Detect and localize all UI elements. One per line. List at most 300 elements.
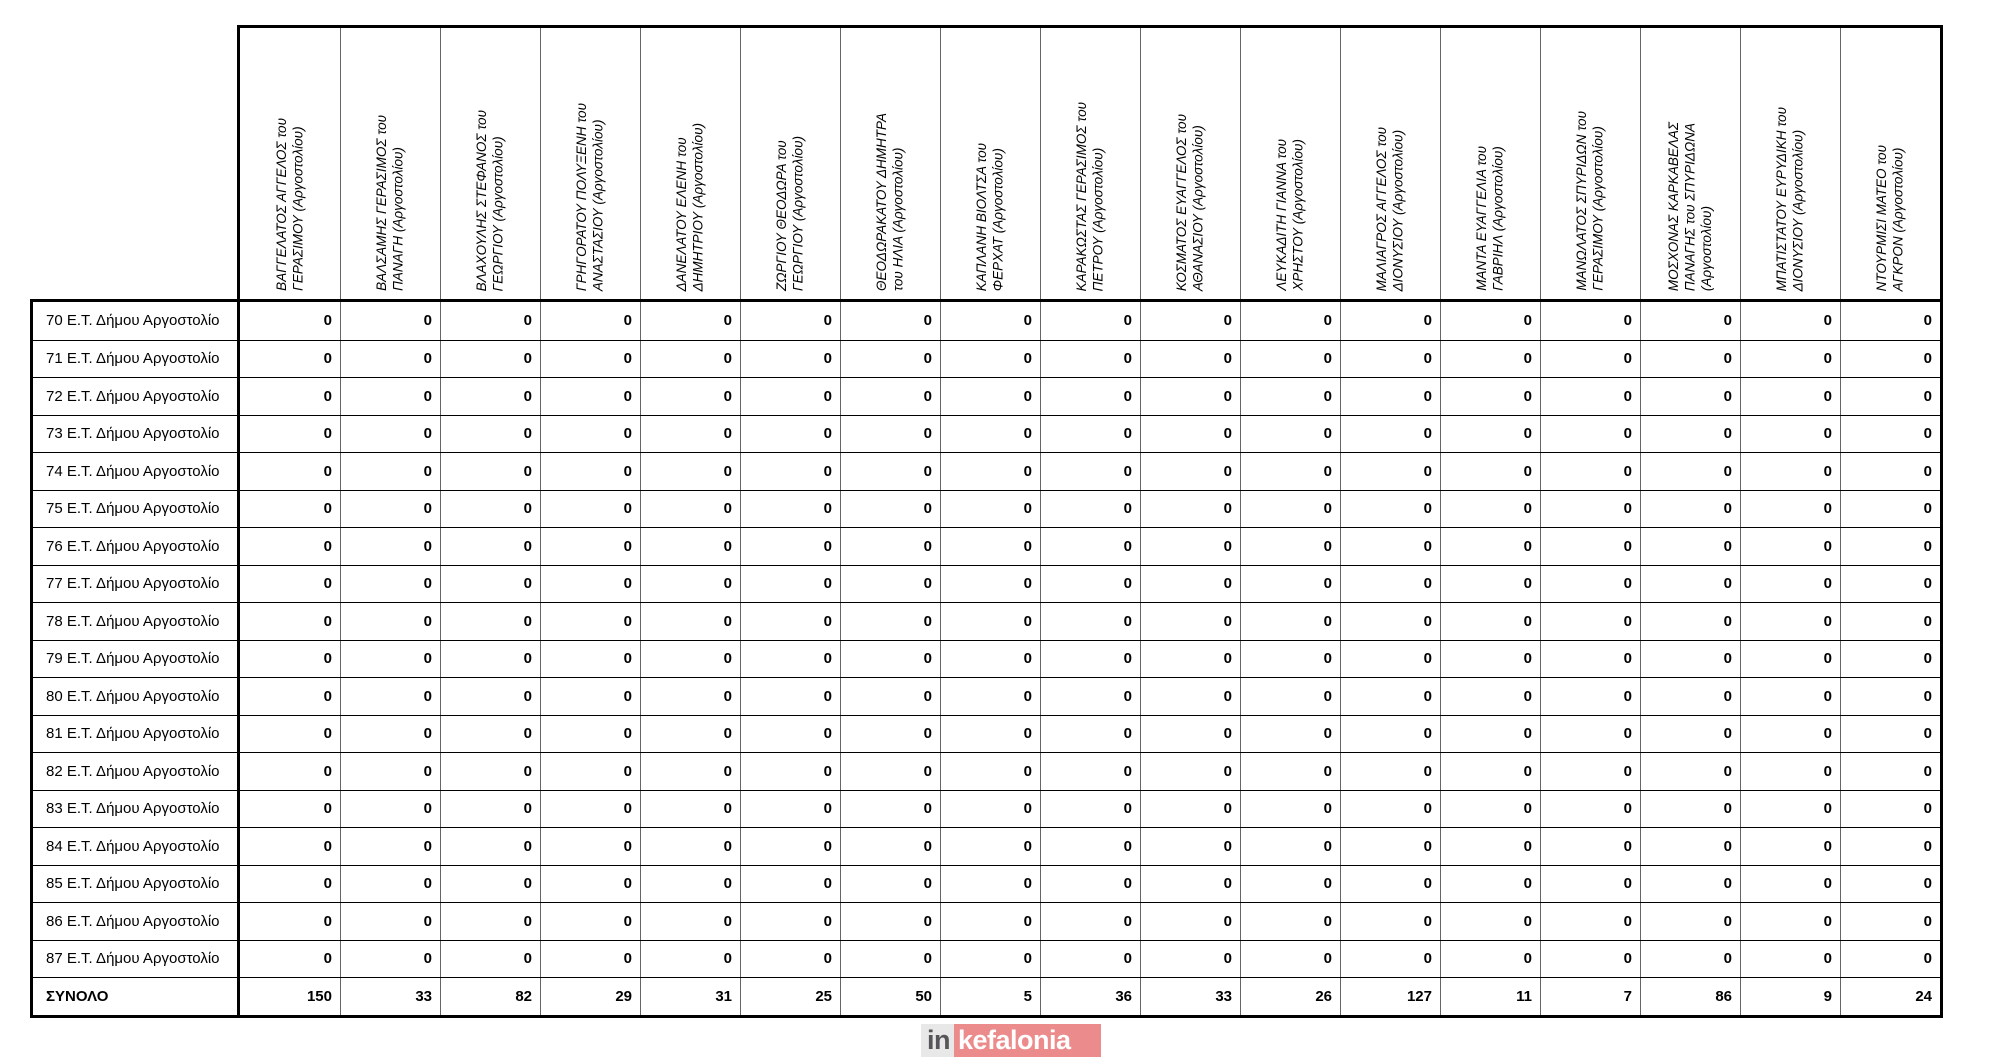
vote-cell: 0 bbox=[1340, 453, 1440, 490]
polling-station-label: 81 Ε.Τ. Δήμου Αργοστολίο bbox=[33, 716, 240, 753]
vote-cell: 0 bbox=[640, 341, 740, 378]
vote-cell: 0 bbox=[323, 575, 332, 593]
vote-cell: 0 bbox=[1540, 941, 1640, 978]
total-vote-cell: 7 bbox=[1540, 978, 1640, 1015]
candidate-name: ΚΑΠΛΑΝΗ ΒΙΟΛΤΣΑ του ΦΕΡΧΑΤ (Αργοστολίου) bbox=[974, 142, 1006, 291]
candidate-column-header bbox=[840, 28, 940, 299]
vote-cell: 0 bbox=[1040, 941, 1140, 978]
total-row-label: ΣΥΝΟΛΟ bbox=[33, 978, 240, 1015]
total-vote-cell: 25 bbox=[740, 978, 840, 1015]
vote-cell: 0 bbox=[940, 678, 1040, 715]
vote-cell: 0 bbox=[1240, 791, 1340, 828]
vote-cell: 0 bbox=[1240, 941, 1340, 978]
vote-cell: 0 bbox=[1540, 641, 1640, 678]
vote-cell: 0 bbox=[1140, 378, 1240, 415]
vote-cell: 0 bbox=[340, 753, 440, 790]
vote-cell: 0 bbox=[440, 566, 540, 603]
vote-cell: 0 bbox=[640, 528, 740, 565]
vote-cell: 0 bbox=[323, 912, 332, 930]
vote-cell: 0 bbox=[1140, 791, 1240, 828]
table-row bbox=[33, 752, 1940, 790]
vote-cell: 0 bbox=[640, 302, 740, 340]
vote-cell: 0 bbox=[740, 416, 840, 453]
vote-cell: 0 bbox=[1440, 941, 1540, 978]
vote-cell: 0 bbox=[1740, 903, 1840, 940]
vote-cell: 0 bbox=[940, 828, 1040, 865]
vote-cell: 0 bbox=[1840, 528, 1940, 565]
vote-cell: 0 bbox=[1540, 716, 1640, 753]
vote-cell: 0 bbox=[1040, 903, 1140, 940]
candidate-name: ΓΡΗΓΟΡΑΤΟΥ ΠΟΛΥΞΕΝΗ του ΑΝΑΣΤΑΣΙΟΥ (Αργοστολίου) bbox=[574, 102, 606, 291]
vote-cell: 0 bbox=[1640, 903, 1740, 940]
vote-cell: 0 bbox=[1240, 528, 1340, 565]
polling-station-label: 86 Ε.Τ. Δήμου Αργοστολίο bbox=[33, 903, 240, 940]
vote-cell: 0 bbox=[540, 791, 640, 828]
candidate-column-header bbox=[1340, 28, 1440, 299]
vote-cell: 0 bbox=[1640, 866, 1740, 903]
candidate-name: ΚΟΣΜΑΤΟΣ ΕΥΑΓΓΕΛΟΣ του ΑΘΑΝΑΣΙΟΥ (Αργοστολίου) bbox=[1174, 113, 1206, 291]
vote-cell: 0 bbox=[440, 903, 540, 940]
vote-cell: 0 bbox=[740, 903, 840, 940]
vote-cell: 0 bbox=[1540, 903, 1640, 940]
vote-cell: 0 bbox=[640, 378, 740, 415]
vote-cell: 0 bbox=[1640, 716, 1740, 753]
vote-cell: 0 bbox=[1240, 566, 1340, 603]
inkefalonia-watermark bbox=[921, 1024, 1101, 1057]
vote-cell: 0 bbox=[1340, 641, 1440, 678]
vote-cell: 0 bbox=[840, 641, 940, 678]
vote-cell: 0 bbox=[1840, 341, 1940, 378]
vote-cell: 0 bbox=[1540, 302, 1640, 340]
total-vote-cell: 9 bbox=[1740, 978, 1840, 1015]
vote-cell: 0 bbox=[1240, 753, 1340, 790]
vote-cell: 0 bbox=[1740, 678, 1840, 715]
table-row bbox=[33, 790, 1940, 828]
table-row bbox=[33, 452, 1940, 490]
vote-cell: 0 bbox=[1440, 828, 1540, 865]
vote-cell: 0 bbox=[640, 828, 740, 865]
vote-cell: 0 bbox=[340, 416, 440, 453]
polling-station-label: 79 Ε.Τ. Δήμου Αργοστολίο bbox=[33, 641, 240, 678]
vote-cell: 0 bbox=[1540, 453, 1640, 490]
candidate-name: ΜΠΑΤΙΣΤΑΤΟΥ ΕΥΡΥΔΙΚΗ του ΔΙΟΝΥΣΙΟΥ (Αργοστολίου) bbox=[1774, 106, 1806, 291]
table-row bbox=[33, 940, 1940, 978]
vote-cell: 0 bbox=[1440, 903, 1540, 940]
vote-cell: 0 bbox=[1240, 453, 1340, 490]
vote-cell: 0 bbox=[1740, 753, 1840, 790]
vote-cell: 0 bbox=[323, 612, 332, 630]
vote-cell: 0 bbox=[840, 566, 940, 603]
vote-cell: 0 bbox=[1640, 341, 1740, 378]
total-vote-cell: 31 bbox=[640, 978, 740, 1015]
table-row bbox=[33, 602, 1940, 640]
vote-cell: 0 bbox=[1640, 753, 1740, 790]
vote-cell: 0 bbox=[1340, 528, 1440, 565]
vote-cell: 0 bbox=[740, 941, 840, 978]
vote-cell: 0 bbox=[740, 378, 840, 415]
vote-cell: 0 bbox=[1140, 416, 1240, 453]
candidate-column-header bbox=[1740, 28, 1840, 299]
vote-cell: 0 bbox=[1340, 903, 1440, 940]
total-vote-cell: 5 bbox=[940, 978, 1040, 1015]
vote-cell: 0 bbox=[1040, 678, 1140, 715]
vote-cell: 0 bbox=[1240, 866, 1340, 903]
vote-cell: 0 bbox=[740, 866, 840, 903]
candidate-name: ΒΑΓΓΕΛΑΤΟΣ ΑΓΓΕΛΟΣ του ΓΕΡΑΣΙΜΟΥ (Αργοστολίου) bbox=[273, 118, 305, 291]
vote-cell: 0 bbox=[323, 350, 332, 368]
vote-cell: 0 bbox=[1240, 491, 1340, 528]
vote-cell: 0 bbox=[1440, 753, 1540, 790]
vote-cell: 0 bbox=[640, 753, 740, 790]
vote-cell: 0 bbox=[1440, 678, 1540, 715]
vote-cell: 0 bbox=[340, 453, 440, 490]
vote-cell: 0 bbox=[1640, 302, 1740, 340]
vote-cell: 0 bbox=[440, 641, 540, 678]
vote-cell: 0 bbox=[540, 341, 640, 378]
vote-cell: 0 bbox=[940, 378, 1040, 415]
vote-cell: 0 bbox=[640, 603, 740, 640]
vote-cell: 0 bbox=[1040, 603, 1140, 640]
vote-cell: 0 bbox=[1740, 566, 1840, 603]
vote-cell: 0 bbox=[1040, 302, 1140, 340]
vote-cell: 0 bbox=[1240, 302, 1340, 340]
vote-cell: 0 bbox=[1140, 566, 1240, 603]
vote-cell: 0 bbox=[540, 941, 640, 978]
vote-cell: 0 bbox=[1440, 641, 1540, 678]
candidate-name: ΘΕΟΔΩΡΑΚΑΤΟΥ ΔΗΜΗΤΡΑ του ΗΛΙΑ (Αργοστολίου) bbox=[874, 113, 906, 291]
polling-station-label: 73 Ε.Τ. Δήμου Αργοστολίο bbox=[33, 416, 240, 453]
vote-cell: 0 bbox=[1040, 866, 1140, 903]
vote-cell: 0 bbox=[1740, 716, 1840, 753]
vote-cell: 0 bbox=[1340, 416, 1440, 453]
vote-cell: 0 bbox=[440, 453, 540, 490]
vote-cell: 0 bbox=[1340, 302, 1440, 340]
vote-cell: 0 bbox=[1840, 491, 1940, 528]
vote-cell: 0 bbox=[1240, 378, 1340, 415]
vote-cell: 0 bbox=[840, 753, 940, 790]
vote-cell: 0 bbox=[940, 453, 1040, 490]
vote-cell: 0 bbox=[540, 416, 640, 453]
vote-cell: 0 bbox=[340, 941, 440, 978]
vote-cell: 0 bbox=[940, 903, 1040, 940]
candidate-column-header bbox=[940, 28, 1040, 299]
vote-cell: 0 bbox=[840, 828, 940, 865]
vote-cell: 0 bbox=[840, 678, 940, 715]
vote-cell: 0 bbox=[940, 566, 1040, 603]
vote-cell: 0 bbox=[1140, 491, 1240, 528]
vote-cell: 0 bbox=[440, 716, 540, 753]
polling-station-label: 70 Ε.Τ. Δήμου Αργοστολίο bbox=[33, 302, 240, 340]
vote-cell: 0 bbox=[323, 312, 332, 330]
vote-cell: 0 bbox=[340, 341, 440, 378]
vote-cell: 0 bbox=[640, 453, 740, 490]
vote-cell: 0 bbox=[1840, 566, 1940, 603]
vote-cell: 0 bbox=[340, 828, 440, 865]
vote-cell: 0 bbox=[1540, 866, 1640, 903]
vote-cell: 0 bbox=[440, 302, 540, 340]
table-row bbox=[33, 677, 1940, 715]
vote-cell: 0 bbox=[540, 453, 640, 490]
vote-cell: 0 bbox=[323, 500, 332, 518]
vote-cell: 0 bbox=[540, 866, 640, 903]
vote-cell: 0 bbox=[440, 828, 540, 865]
candidate-column-header bbox=[1640, 28, 1740, 299]
candidate-name: ΜΑΛΙΑΓΡΟΣ ΑΓΓΕΛΟΣ του ΔΙΟΝΥΣΙΟΥ (Αργοστολίου) bbox=[1374, 126, 1406, 291]
polling-station-label: 72 Ε.Τ. Δήμου Αργοστολίο bbox=[33, 378, 240, 415]
candidate-column-header bbox=[1540, 28, 1640, 299]
vote-cell: 0 bbox=[1040, 641, 1140, 678]
vote-cell: 0 bbox=[540, 716, 640, 753]
vote-cell: 0 bbox=[340, 903, 440, 940]
candidate-column-header bbox=[1840, 28, 1940, 299]
vote-cell: 0 bbox=[640, 566, 740, 603]
total-vote-cell: 150 bbox=[306, 987, 332, 1005]
table-row bbox=[33, 565, 1940, 603]
vote-cell: 0 bbox=[340, 641, 440, 678]
vote-cell: 0 bbox=[1340, 678, 1440, 715]
vote-cell: 0 bbox=[440, 491, 540, 528]
polling-station-label: 80 Ε.Τ. Δήμου Αργοστολίο bbox=[33, 678, 240, 715]
vote-cell: 0 bbox=[440, 941, 540, 978]
vote-cell: 0 bbox=[1640, 828, 1740, 865]
vote-cell: 0 bbox=[1740, 416, 1840, 453]
vote-cell: 0 bbox=[1040, 566, 1140, 603]
vote-cell: 0 bbox=[1540, 791, 1640, 828]
vote-cell: 0 bbox=[840, 941, 940, 978]
vote-cell: 0 bbox=[840, 866, 940, 903]
vote-cell: 0 bbox=[1640, 603, 1740, 640]
vote-cell: 0 bbox=[540, 641, 640, 678]
vote-cell: 0 bbox=[1840, 378, 1940, 415]
polling-station-label: 78 Ε.Τ. Δήμου Αργοστολίο bbox=[33, 603, 240, 640]
vote-cell: 0 bbox=[1040, 378, 1140, 415]
total-vote-cell: 36 bbox=[1040, 978, 1140, 1015]
vote-cell: 0 bbox=[1840, 828, 1940, 865]
table-row bbox=[33, 415, 1940, 453]
vote-cell: 0 bbox=[323, 650, 332, 668]
vote-cell: 0 bbox=[1040, 828, 1140, 865]
table-row bbox=[33, 490, 1940, 528]
vote-cell: 0 bbox=[340, 866, 440, 903]
vote-cell: 0 bbox=[1340, 753, 1440, 790]
watermark-kefalonia-label: kefalonia bbox=[954, 1024, 1101, 1057]
results-grid bbox=[30, 299, 1943, 1018]
vote-cell: 0 bbox=[740, 791, 840, 828]
vote-cell: 0 bbox=[940, 716, 1040, 753]
watermark-in-label: in bbox=[921, 1024, 954, 1057]
table-row bbox=[33, 340, 1940, 378]
polling-station-label: 77 Ε.Τ. Δήμου Αργοστολίο bbox=[33, 566, 240, 603]
table-row bbox=[33, 715, 1940, 753]
vote-cell: 0 bbox=[840, 378, 940, 415]
vote-cell: 0 bbox=[1440, 378, 1540, 415]
vote-cell: 0 bbox=[1540, 528, 1640, 565]
vote-cell: 0 bbox=[1540, 678, 1640, 715]
vote-cell: 0 bbox=[1640, 378, 1740, 415]
vote-cell: 0 bbox=[1540, 566, 1640, 603]
candidate-name: ΚΑΡΑΚΩΣΤΑΣ ΓΕΡΑΣΙΜΟΣ του ΠΕΤΡΟΥ (Αργοστολίου) bbox=[1074, 101, 1106, 291]
vote-cell: 0 bbox=[840, 302, 940, 340]
table-row bbox=[33, 827, 1940, 865]
table-row bbox=[33, 527, 1940, 565]
vote-cell: 0 bbox=[1840, 866, 1940, 903]
vote-cell: 0 bbox=[323, 425, 332, 443]
total-row bbox=[33, 977, 1940, 1015]
vote-cell: 0 bbox=[540, 491, 640, 528]
vote-cell: 0 bbox=[1440, 566, 1540, 603]
vote-cell: 0 bbox=[540, 903, 640, 940]
candidate-column-header bbox=[1140, 28, 1240, 299]
total-vote-cell: 33 bbox=[1140, 978, 1240, 1015]
vote-cell: 0 bbox=[540, 302, 640, 340]
vote-cell: 0 bbox=[323, 762, 332, 780]
vote-cell: 0 bbox=[1740, 603, 1840, 640]
candidate-column-header bbox=[1440, 28, 1540, 299]
polling-station-label: 84 Ε.Τ. Δήμου Αργοστολίο bbox=[33, 828, 240, 865]
polling-station-label: 74 Ε.Τ. Δήμου Αργοστολίο bbox=[33, 453, 240, 490]
vote-cell: 0 bbox=[1240, 341, 1340, 378]
vote-cell: 0 bbox=[1040, 491, 1140, 528]
vote-cell: 0 bbox=[1440, 453, 1540, 490]
vote-cell: 0 bbox=[1140, 603, 1240, 640]
vote-cell: 0 bbox=[1440, 716, 1540, 753]
vote-cell: 0 bbox=[1840, 641, 1940, 678]
candidate-name: ΜΑΝΩΛΑΤΟΣ ΣΠΥΡΙΔΩΝ του ΓΕΡΑΣΙΜΟΥ (Αργοστολίου) bbox=[1574, 111, 1606, 291]
vote-cell: 0 bbox=[323, 875, 332, 893]
vote-cell: 0 bbox=[740, 828, 840, 865]
vote-cell: 0 bbox=[1340, 341, 1440, 378]
vote-cell: 0 bbox=[1140, 941, 1240, 978]
vote-cell: 0 bbox=[323, 725, 332, 743]
total-vote-cell: 24 bbox=[1840, 978, 1940, 1015]
vote-cell: 0 bbox=[940, 753, 1040, 790]
vote-cell: 0 bbox=[940, 491, 1040, 528]
vote-cell: 0 bbox=[1740, 528, 1840, 565]
vote-cell: 0 bbox=[1240, 903, 1340, 940]
candidate-name: ΜΟΣΧΟΝΑΣ ΚΑΡΚΑΒΕΛΑΣ ΠΑΝΑΓΗΣ του ΣΠΥΡΙΔΩΝΑ (Αργοστολίου) bbox=[1665, 121, 1714, 291]
vote-cell: 0 bbox=[1440, 528, 1540, 565]
vote-cell: 0 bbox=[740, 566, 840, 603]
vote-cell: 0 bbox=[1340, 941, 1440, 978]
vote-cell: 0 bbox=[940, 302, 1040, 340]
vote-cell: 0 bbox=[1840, 716, 1940, 753]
vote-cell: 0 bbox=[1140, 753, 1240, 790]
vote-cell: 0 bbox=[840, 341, 940, 378]
vote-cell: 0 bbox=[640, 716, 740, 753]
vote-cell: 0 bbox=[440, 528, 540, 565]
vote-cell: 0 bbox=[1340, 378, 1440, 415]
vote-cell: 0 bbox=[840, 416, 940, 453]
vote-cell: 0 bbox=[1240, 416, 1340, 453]
vote-cell: 0 bbox=[1840, 903, 1940, 940]
vote-cell: 0 bbox=[1040, 791, 1140, 828]
vote-cell: 0 bbox=[1840, 416, 1940, 453]
vote-cell: 0 bbox=[1340, 491, 1440, 528]
vote-cell: 0 bbox=[1540, 341, 1640, 378]
vote-cell: 0 bbox=[1340, 791, 1440, 828]
vote-cell: 0 bbox=[1240, 828, 1340, 865]
vote-cell: 0 bbox=[1740, 341, 1840, 378]
vote-cell: 0 bbox=[740, 341, 840, 378]
vote-cell: 0 bbox=[1640, 941, 1740, 978]
vote-cell: 0 bbox=[440, 866, 540, 903]
vote-cell: 0 bbox=[1640, 566, 1740, 603]
vote-cell: 0 bbox=[940, 866, 1040, 903]
vote-cell: 0 bbox=[340, 302, 440, 340]
vote-cell: 0 bbox=[340, 716, 440, 753]
total-vote-cell: 33 bbox=[340, 978, 440, 1015]
vote-cell: 0 bbox=[440, 678, 540, 715]
vote-cell: 0 bbox=[1040, 716, 1140, 753]
candidate-column-header bbox=[1240, 28, 1340, 299]
polling-station-label: 83 Ε.Τ. Δήμου Αργοστολίο bbox=[33, 791, 240, 828]
vote-cell: 0 bbox=[323, 387, 332, 405]
vote-cell: 0 bbox=[1640, 416, 1740, 453]
vote-cell: 0 bbox=[740, 716, 840, 753]
vote-cell: 0 bbox=[940, 941, 1040, 978]
vote-cell: 0 bbox=[740, 753, 840, 790]
vote-cell: 0 bbox=[840, 903, 940, 940]
total-vote-cell: 26 bbox=[1240, 978, 1340, 1015]
vote-cell: 0 bbox=[1840, 753, 1940, 790]
total-vote-cell: 82 bbox=[440, 978, 540, 1015]
vote-cell: 0 bbox=[740, 641, 840, 678]
vote-cell: 0 bbox=[323, 462, 332, 480]
vote-cell: 0 bbox=[1240, 641, 1340, 678]
vote-cell: 0 bbox=[940, 791, 1040, 828]
vote-cell: 0 bbox=[1340, 603, 1440, 640]
candidate-column-header bbox=[240, 28, 340, 299]
polling-station-label: 87 Ε.Τ. Δήμου Αργοστολίο bbox=[33, 941, 240, 978]
candidate-name: ΜΑΝΤΑ ΕΥΑΓΓΕΛΙΑ του ΓΑΒΡΙΗΛ (Αργοστολίου) bbox=[1474, 146, 1506, 291]
vote-cell: 0 bbox=[1840, 603, 1940, 640]
vote-cell: 0 bbox=[1240, 678, 1340, 715]
vote-cell: 0 bbox=[1440, 866, 1540, 903]
vote-cell: 0 bbox=[440, 416, 540, 453]
table-row bbox=[33, 865, 1940, 903]
vote-cell: 0 bbox=[940, 416, 1040, 453]
vote-cell: 0 bbox=[340, 378, 440, 415]
total-vote-cell: 50 bbox=[840, 978, 940, 1015]
candidate-name: ΒΛΑΧΟΥΛΗΣ ΣΤΕΦΑΝΟΣ του ΓΕΩΡΓΙΟΥ (Αργοστολίου) bbox=[474, 109, 506, 291]
vote-cell: 0 bbox=[1740, 641, 1840, 678]
vote-cell: 0 bbox=[340, 678, 440, 715]
vote-cell: 0 bbox=[1440, 603, 1540, 640]
vote-cell: 0 bbox=[640, 491, 740, 528]
vote-cell: 0 bbox=[1740, 302, 1840, 340]
vote-cell: 0 bbox=[540, 678, 640, 715]
polling-station-label: 76 Ε.Τ. Δήμου Αργοστολίο bbox=[33, 528, 240, 565]
candidate-column-header bbox=[340, 28, 440, 299]
vote-cell: 0 bbox=[840, 491, 940, 528]
vote-cell: 0 bbox=[1640, 491, 1740, 528]
vote-cell: 0 bbox=[440, 603, 540, 640]
vote-cell: 0 bbox=[440, 378, 540, 415]
polling-station-label: 71 Ε.Τ. Δήμου Αργοστολίο bbox=[33, 341, 240, 378]
candidate-column-header bbox=[640, 28, 740, 299]
table-row bbox=[33, 377, 1940, 415]
vote-cell: 0 bbox=[1040, 416, 1140, 453]
vote-cell: 0 bbox=[1440, 416, 1540, 453]
vote-cell: 0 bbox=[540, 753, 640, 790]
vote-cell: 0 bbox=[1540, 491, 1640, 528]
vote-cell: 0 bbox=[1240, 603, 1340, 640]
vote-cell: 0 bbox=[1440, 491, 1540, 528]
vote-cell: 0 bbox=[340, 791, 440, 828]
vote-cell: 0 bbox=[540, 528, 640, 565]
vote-cell: 0 bbox=[540, 566, 640, 603]
vote-cell: 0 bbox=[1740, 866, 1840, 903]
